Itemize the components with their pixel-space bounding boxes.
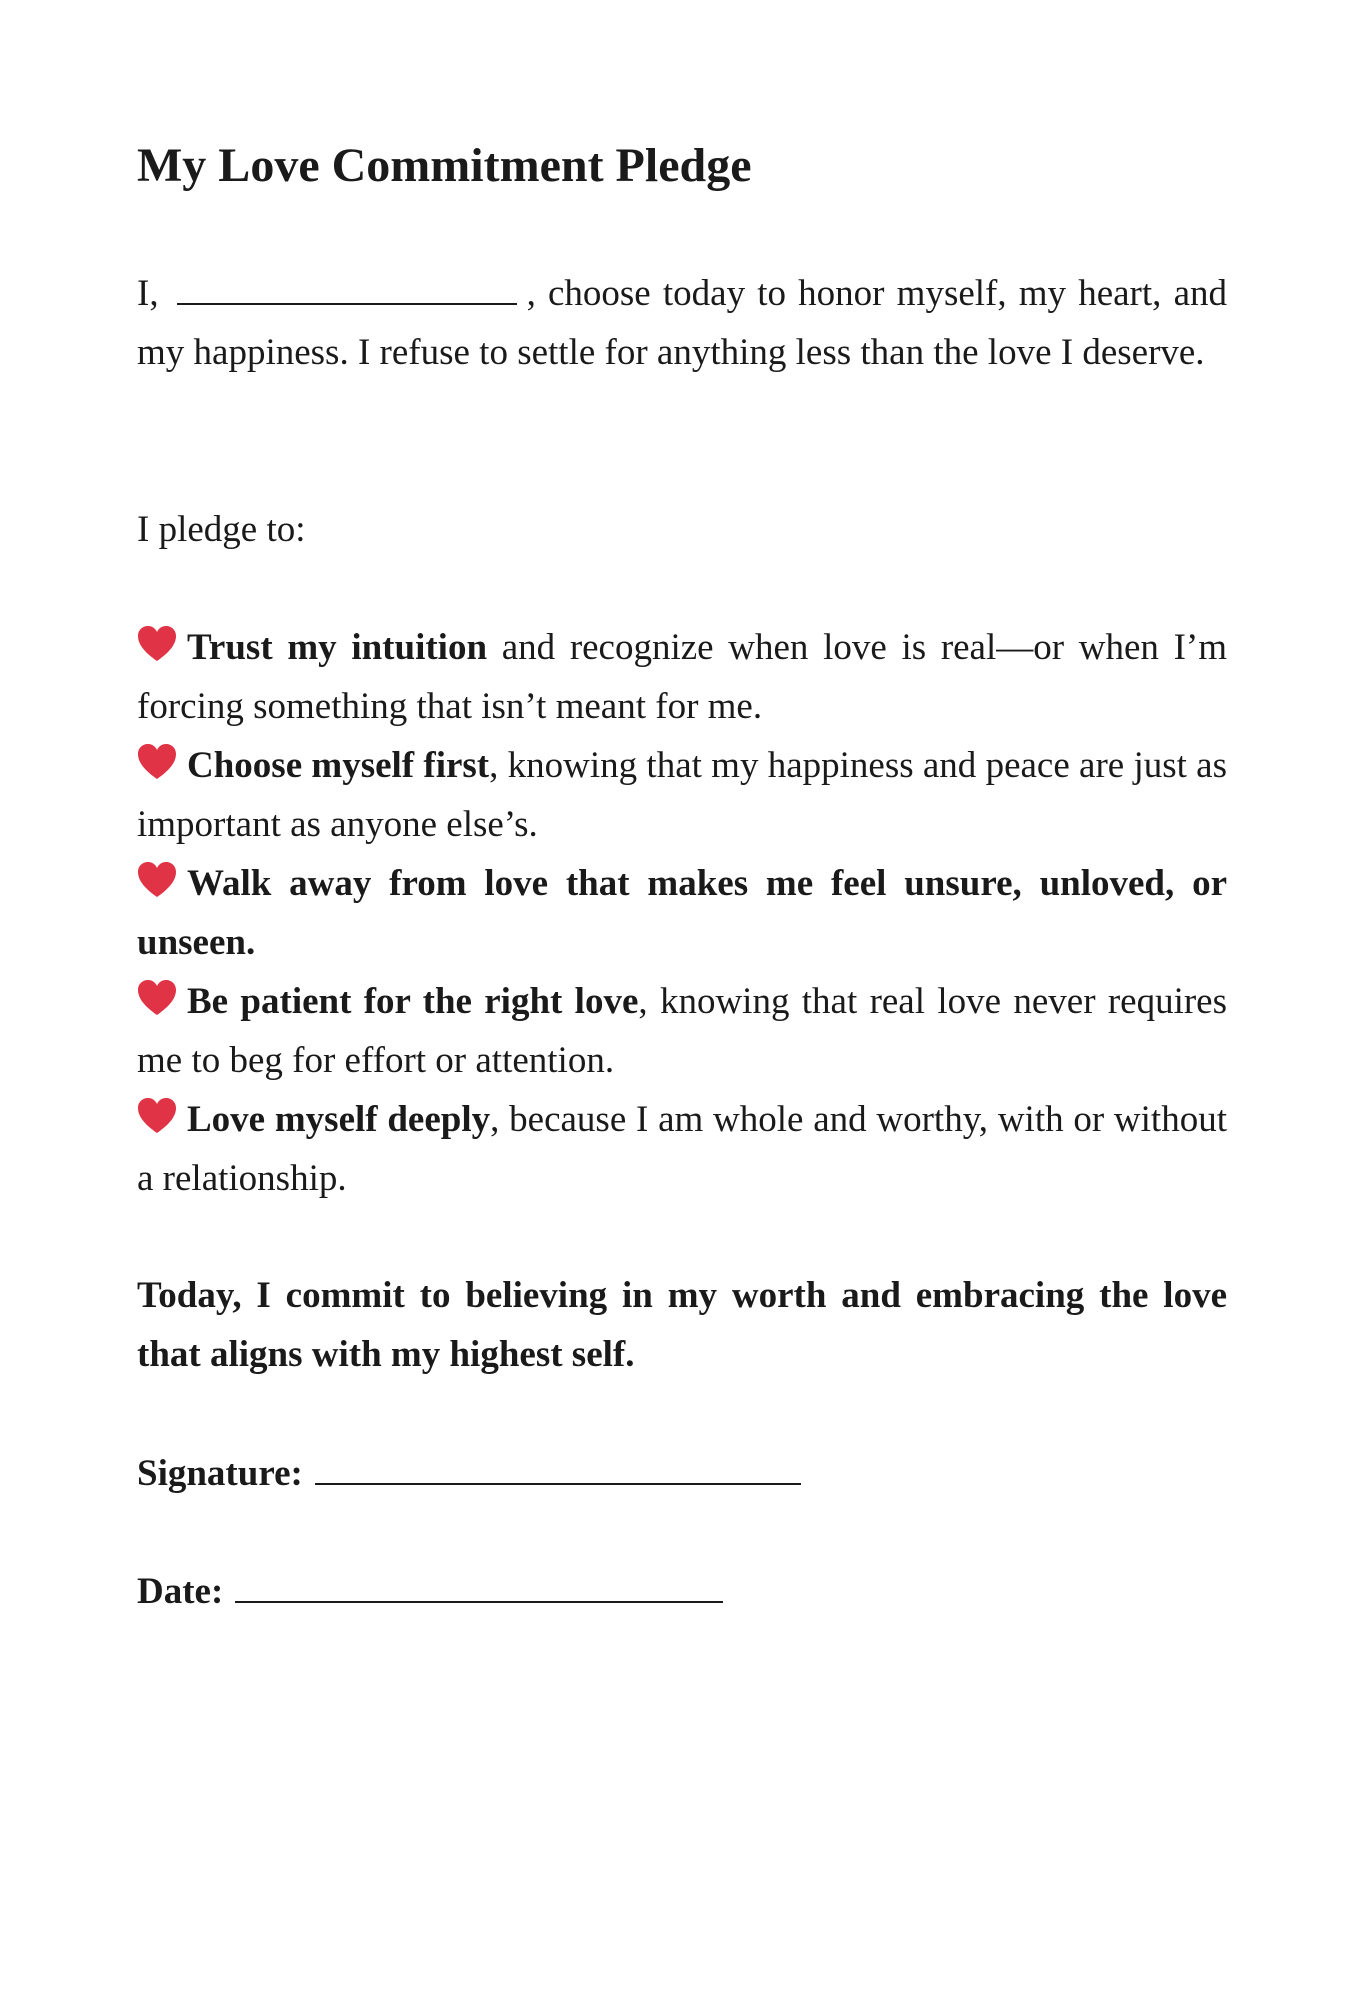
heart-icon xyxy=(137,625,177,663)
intro-paragraph xyxy=(137,264,1227,382)
pledge-text: , because I am whole and worthy, with or without a relationship. xyxy=(137,1099,1227,1199)
pledge-text: and recognize when love is real—or when I’m forcing something that isn’t meant for me. xyxy=(137,627,1227,727)
signature-row xyxy=(137,1444,801,1503)
pledge-heading: I pledge to: xyxy=(137,509,306,550)
date-row xyxy=(137,1562,723,1621)
pledge-item xyxy=(137,618,1227,736)
name-blank-line[interactable] xyxy=(177,269,517,305)
pledge-list xyxy=(137,618,1227,1208)
intro-suffix: , choose today to honor myself, my heart, and my happiness. I refuse to settle for anything less than the love I deserve. xyxy=(137,273,1227,373)
pledge-bold-text: Love myself deeply xyxy=(187,1099,491,1140)
pledge-item xyxy=(137,736,1227,854)
date-blank-line[interactable] xyxy=(235,1567,723,1603)
pledge-text: , knowing that my happiness and peace are just as important as anyone else’s. xyxy=(137,745,1227,845)
heart-icon xyxy=(137,861,177,899)
pledge-item xyxy=(137,1090,1227,1208)
pledge-bold-text: Be patient for the right love xyxy=(187,981,639,1022)
heart-icon xyxy=(137,743,177,781)
pledge-item xyxy=(137,854,1227,972)
pledge-bold-text: Walk away from love that makes me feel unsure, unloved, or unseen. xyxy=(137,863,1227,963)
heart-icon xyxy=(137,1097,177,1135)
page-title: My Love Commitment Pledge xyxy=(137,139,752,192)
pledge-bold-text: Trust my intuition xyxy=(187,627,488,668)
pledge-text: , knowing that real love never requires me to beg for effort or attention. xyxy=(137,981,1227,1081)
pledge-item xyxy=(137,972,1227,1090)
signature-label: Signature: xyxy=(137,1453,303,1494)
intro-prefix: I, xyxy=(137,273,159,314)
closing-statement: Today, I commit to believing in my worth and embracing the love that aligns with my highest self. xyxy=(137,1275,1227,1375)
heart-icon xyxy=(137,979,177,1017)
signature-blank-line[interactable] xyxy=(315,1449,801,1485)
pledge-bold-text: Choose myself first xyxy=(187,745,490,786)
date-label: Date: xyxy=(137,1571,224,1612)
